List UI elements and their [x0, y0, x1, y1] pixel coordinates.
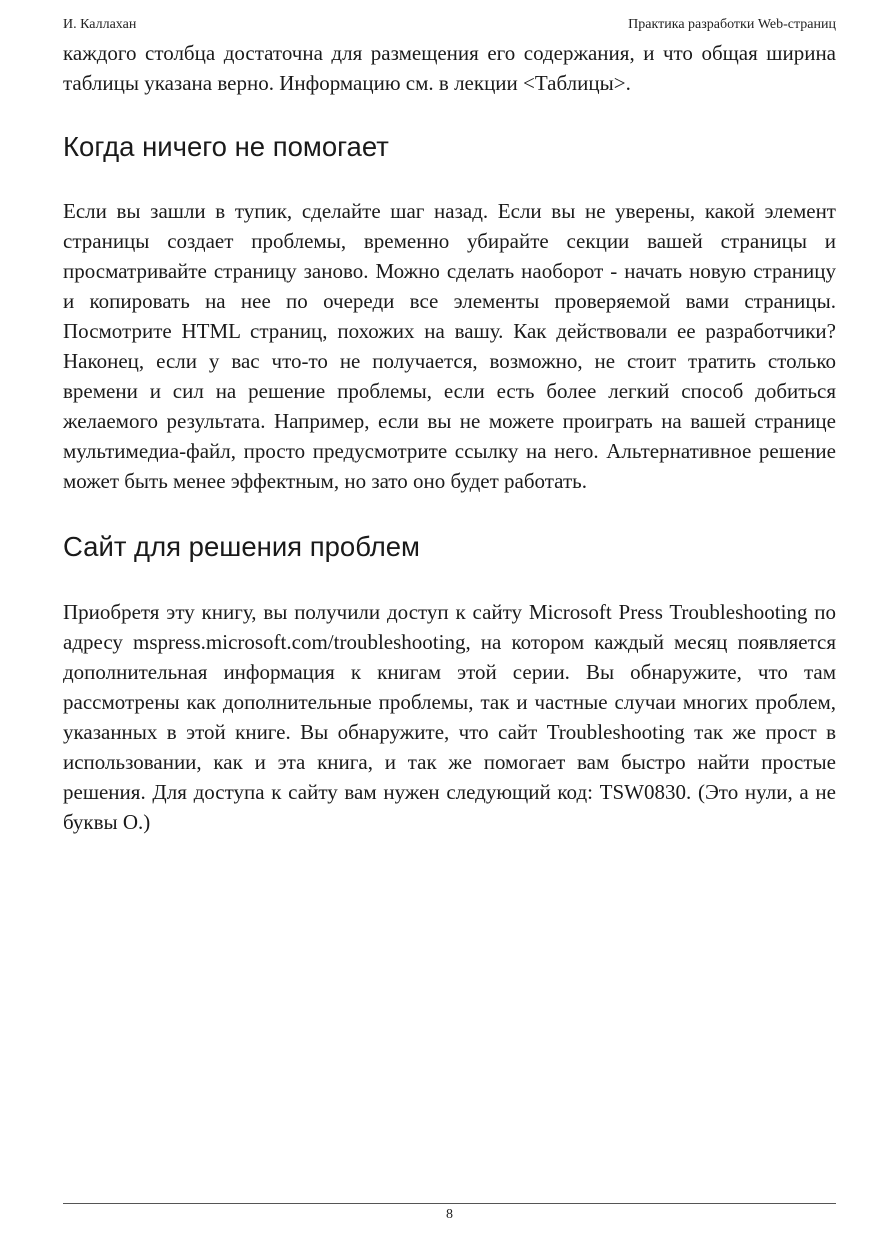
header-book-title: Практика разработки Web-страниц [628, 17, 836, 32]
page-body [63, 38, 836, 837]
page-number: 8 [446, 1207, 453, 1222]
section-heading-troubleshooting-site: Сайт для решения проблем [63, 531, 420, 562]
header-author: И. Каллахан [63, 17, 137, 32]
running-header [63, 16, 836, 34]
section-heading-when-nothing-helps: Когда ничего не помогает [63, 131, 389, 162]
paragraph-when-nothing-helps: Если вы зашли в тупик, сделайте шаг назад. Если вы не уверены, какой элемент страницы создает проблемы, временно убирайте секции вашей страницы и просматривайте страницу заново. Можно сделать наоборот - начать новую страницу и копировать на нее по очереди все элементы проверяемой вами страницы. Посмотрите HTML страниц, похожих на вашу. Как действовали ее разработчики? Наконец, если у вас что-то не получается, возможно, не стоит тратить столько времени и сил на решение проблемы, если есть более легкий способ добиться желаемого результата. Например, если вы не можете проиграть на вашей странице мультимедиа-файл, просто предусмотрите ссылку на него. Альтернативное решение может быть менее эффектным, но зато оно будет работать. [63, 199, 836, 493]
paragraph-troubleshooting-site: Приобретя эту книгу, вы получили доступ к сайту Microsoft Press Troubleshooting по адресу mspress.microsoft.com/troubleshooting, на котором каждый месяц появляется дополнительная информация к книгам этой серии. Вы обнаружите, что там рассмотрены как дополнительные проблемы, так и частные случаи многих проблем, указанных в этой книге. Вы обнаружите, что сайт Troubleshooting так же прост в использовании, как и эта книга, и так же помогает вам быстро найти простые решения. Для доступа к сайту вам нужен следующий код: TSW0830. (Это нули, а не буквы О.) [63, 600, 836, 834]
paragraph-continued: каждого столбца достаточна для размещения его содержания, и что общая ширина таблицы указана верно. Информацию см. в лекции <Таблицы>. [63, 41, 836, 95]
footer-divider [63, 1203, 836, 1204]
